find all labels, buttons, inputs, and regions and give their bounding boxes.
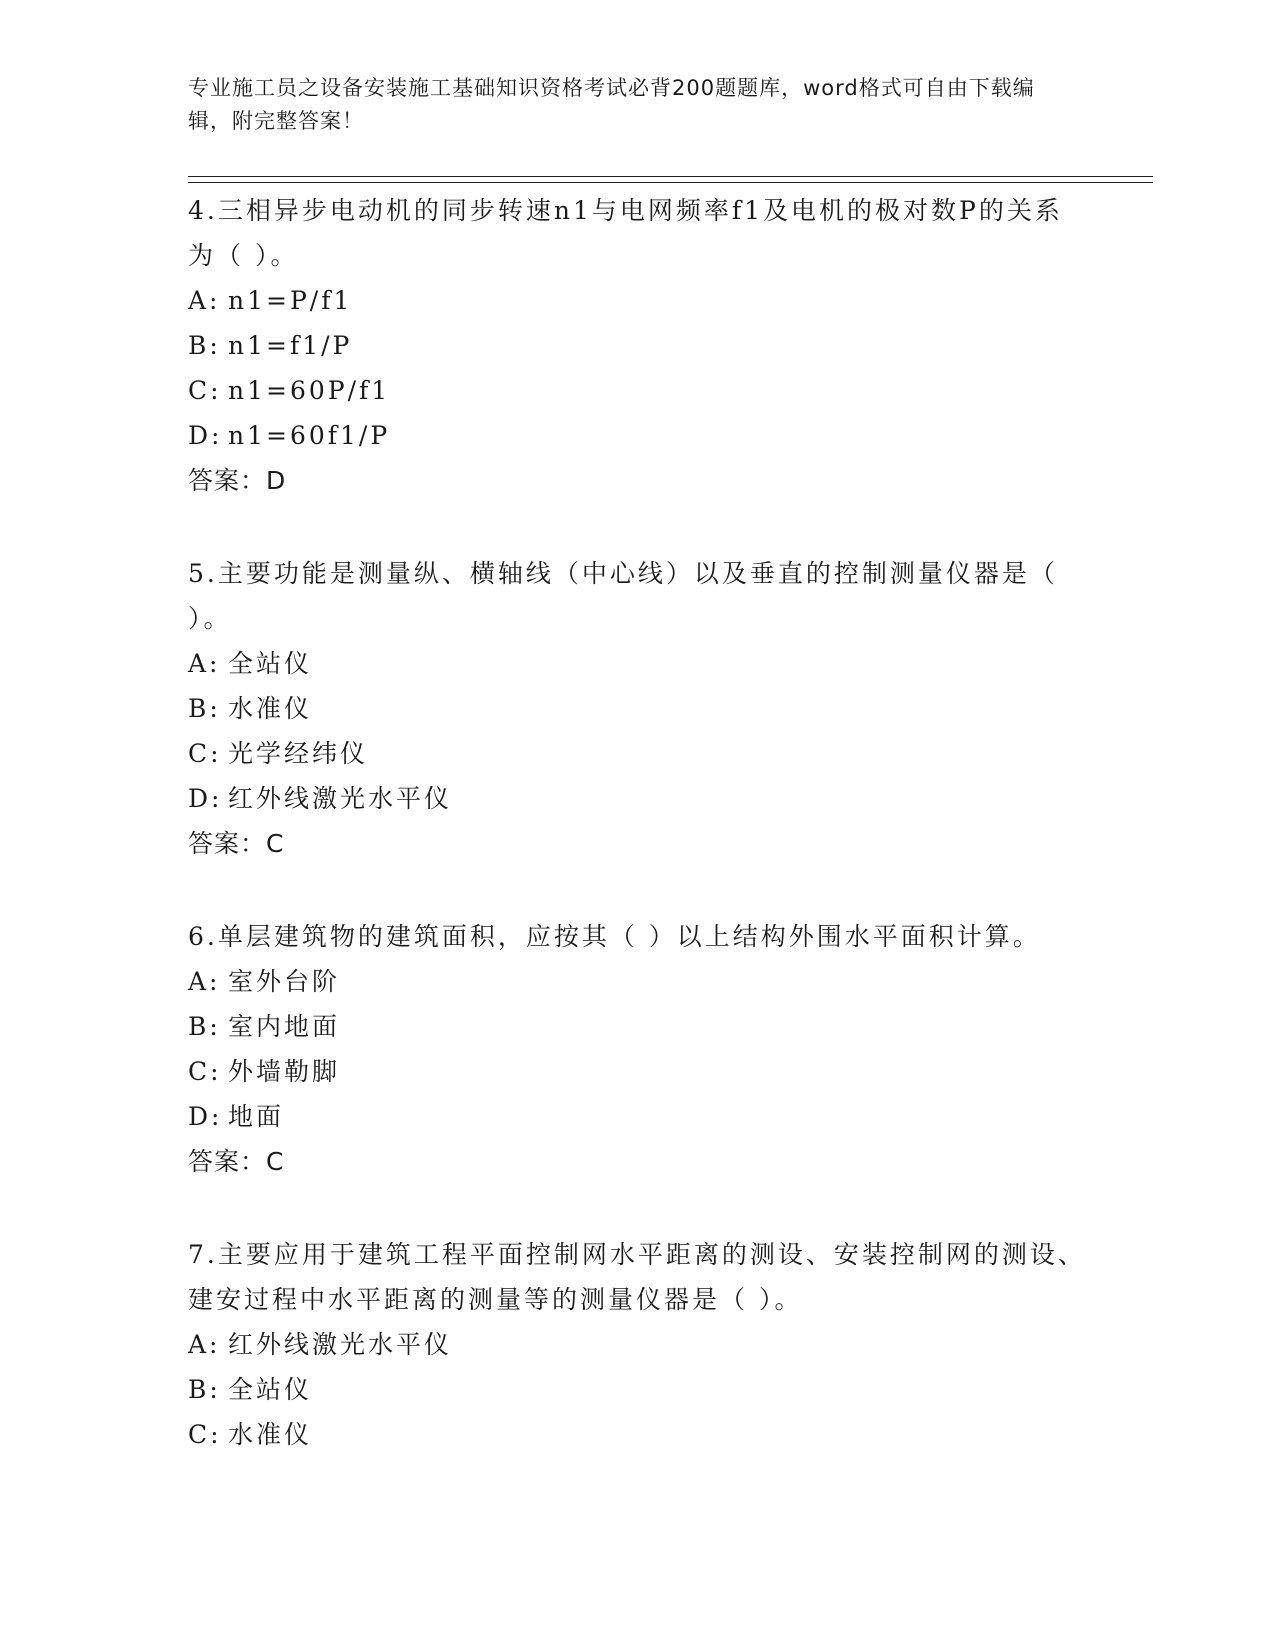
question-7 <box>188 1232 1088 1457</box>
option-a <box>188 1322 1088 1367</box>
question-list <box>188 188 1088 1457</box>
option-b <box>188 323 1088 368</box>
option-b <box>188 686 1088 731</box>
question-6 <box>188 914 1088 1184</box>
option-text: 水准仪 <box>228 1420 313 1449</box>
option-c <box>188 731 1088 776</box>
question-4 <box>188 188 1088 503</box>
option-letter: A: <box>188 967 221 996</box>
answer-line: 答案：C <box>188 829 285 858</box>
option-d <box>188 1094 1088 1139</box>
option-c <box>188 368 1088 413</box>
option-text: 地面 <box>228 1102 285 1131</box>
option-letter: C: <box>188 1420 222 1449</box>
question-stem: 4.三相异步电动机的同步转速n1与电网频率f1及电机的极对数P的关系为（ ）。 <box>188 196 1063 270</box>
option-text: 全站仪 <box>228 649 313 678</box>
document-header: 专业施工员之设备安装施工基础知识资格考试必背200题题库，word格式可自由下载编辑，附完整答案！ <box>188 76 1035 133</box>
option-c <box>188 1049 1088 1094</box>
option-letter: A: <box>188 1330 221 1359</box>
option-letter: B: <box>188 694 221 723</box>
option-text: 红外线激光水平仪 <box>228 784 453 813</box>
question-stem: 5.主要功能是测量纵、横轴线（中心线）以及垂直的控制测量仪器是（ ）。 <box>188 559 1058 633</box>
option-b <box>188 1004 1088 1049</box>
option-letter: B: <box>188 331 221 360</box>
option-d <box>188 776 1088 821</box>
question-5 <box>188 551 1088 866</box>
option-text: 室外台阶 <box>228 967 341 996</box>
option-letter: C: <box>188 1057 222 1086</box>
option-letter: C: <box>188 739 222 768</box>
option-text: n1=P/f1 <box>228 286 353 315</box>
option-a <box>188 641 1088 686</box>
option-text: 外墙勒脚 <box>228 1057 341 1086</box>
option-letter: C: <box>188 376 222 405</box>
option-a <box>188 959 1088 1004</box>
question-stem: 6.单层建筑物的建筑面积，应按其（ ）以上结构外围水平面积计算。 <box>188 922 1041 951</box>
option-d <box>188 413 1088 458</box>
option-letter: A: <box>188 286 221 315</box>
option-text: n1=60f1/P <box>228 421 391 450</box>
option-letter: D: <box>188 1102 223 1131</box>
option-text: n1=f1/P <box>228 331 353 360</box>
option-letter: D: <box>188 421 223 450</box>
option-letter: A: <box>188 649 221 678</box>
answer-line: 答案：D <box>188 466 287 495</box>
option-text: 全站仪 <box>228 1375 313 1404</box>
option-text: 室内地面 <box>228 1012 341 1041</box>
header-divider-top <box>188 176 1153 177</box>
header-divider-bottom <box>188 182 1153 183</box>
option-text: 光学经纬仪 <box>228 739 369 768</box>
option-text: n1=60P/f1 <box>228 376 391 405</box>
answer-line: 答案：C <box>188 1147 285 1176</box>
option-b <box>188 1367 1088 1412</box>
option-text: 红外线激光水平仪 <box>228 1330 453 1359</box>
option-letter: D: <box>188 784 223 813</box>
option-a <box>188 278 1088 323</box>
option-letter: B: <box>188 1375 221 1404</box>
option-c <box>188 1412 1088 1457</box>
option-text: 水准仪 <box>228 694 313 723</box>
question-stem: 7.主要应用于建筑工程平面控制网水平距离的测设、安装控制网的测设、建安过程中水平距离的测量等的测量仪器是（ ）。 <box>188 1240 1086 1314</box>
option-letter: B: <box>188 1012 221 1041</box>
